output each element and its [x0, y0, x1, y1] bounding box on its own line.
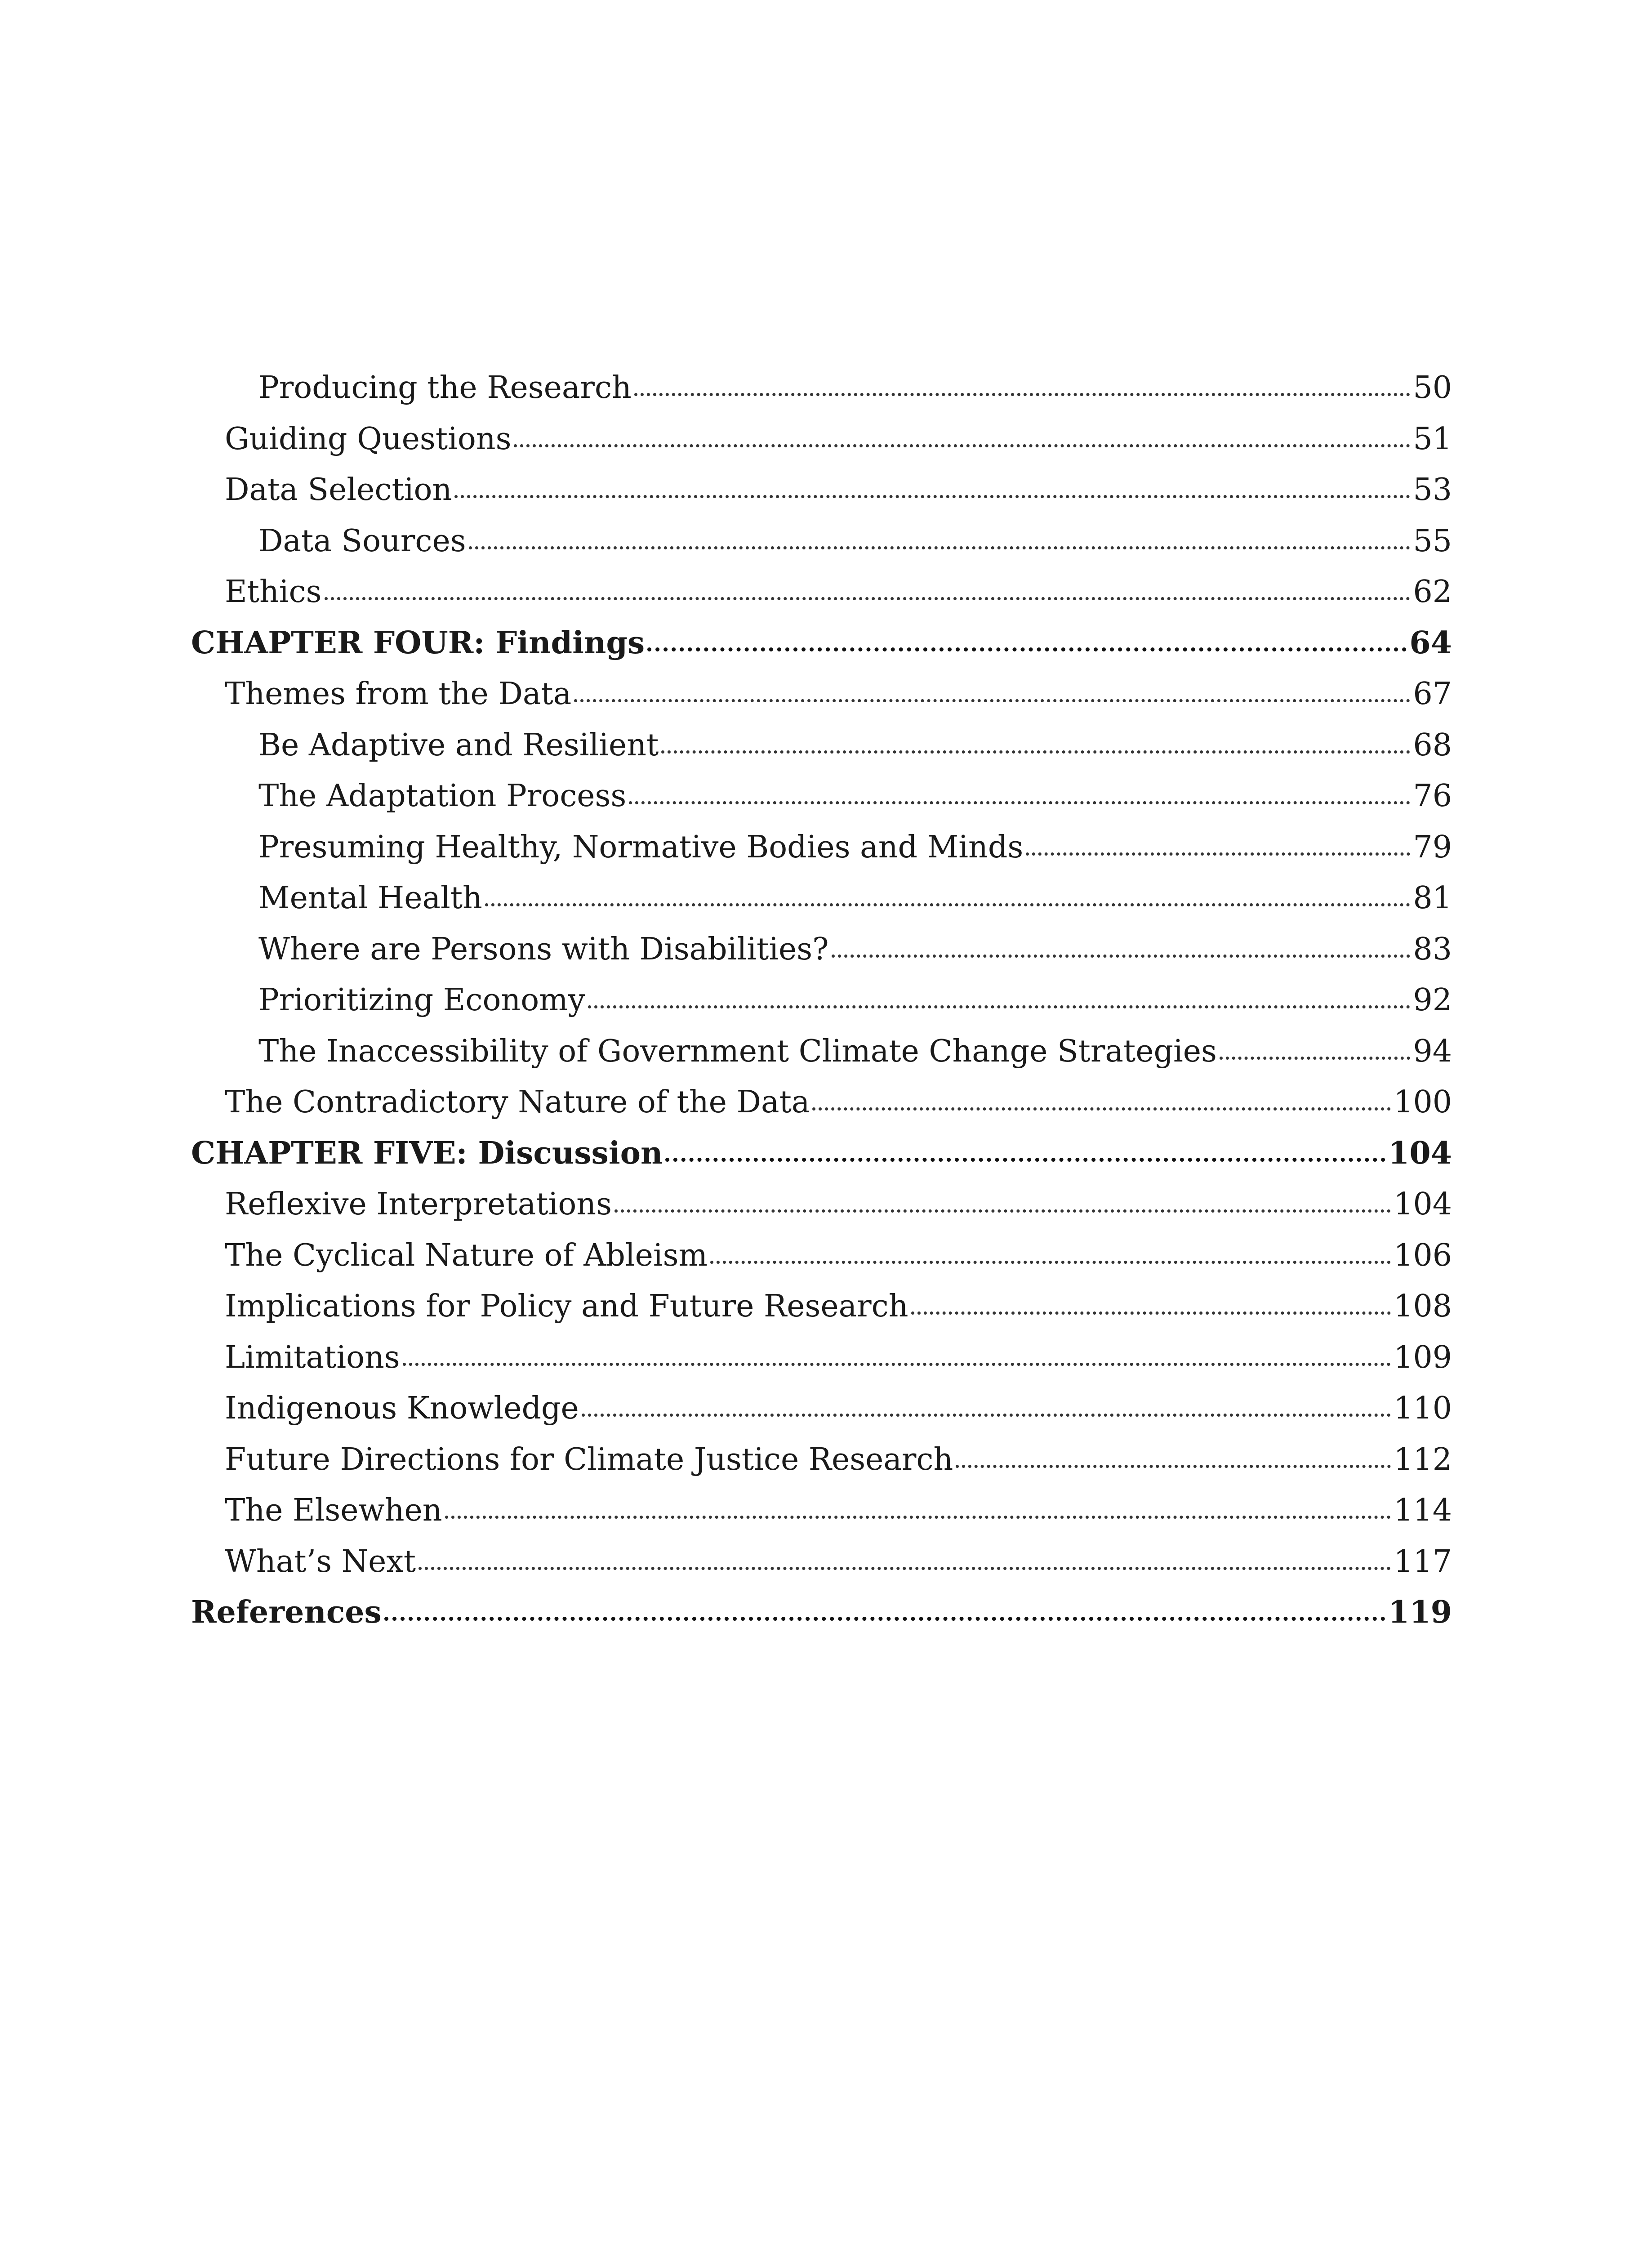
toc-entry-page-number: 108: [1394, 1289, 1452, 1324]
toc-entry[interactable]: [191, 975, 1452, 1026]
toc-entry-page-number: 53: [1413, 472, 1452, 508]
toc-entry-title: Producing the Research: [258, 370, 632, 406]
table-of-contents: [191, 362, 1452, 1638]
toc-entry-page-number: 100: [1394, 1084, 1452, 1120]
toc-dot-leader: [647, 647, 1407, 651]
toc-entry-page-number: 104: [1394, 1186, 1452, 1222]
toc-dot-leader: [1026, 852, 1410, 856]
toc-entry[interactable]: [191, 720, 1452, 771]
toc-entry[interactable]: [191, 771, 1452, 822]
toc-dot-leader: [454, 495, 1410, 498]
toc-entry-page-number: 109: [1394, 1339, 1452, 1375]
toc-entry-title: Be Adaptive and Resilient: [258, 727, 659, 763]
toc-dot-leader: [629, 801, 1410, 804]
toc-dot-leader: [661, 750, 1410, 754]
toc-entry-title: Ethics: [225, 574, 322, 610]
toc-entry-page-number: 106: [1394, 1237, 1452, 1273]
toc-entry-title: Data Sources: [258, 523, 466, 559]
toc-entry-title: Guiding Questions: [225, 421, 512, 457]
toc-entry[interactable]: [191, 566, 1452, 618]
toc-entry-title: Presuming Healthy, Normative Bodies and Minds: [258, 829, 1024, 865]
toc-entry-page-number: 79: [1413, 829, 1452, 865]
toc-entry-title: Implications for Policy and Future Research: [225, 1289, 908, 1324]
toc-dot-leader: [956, 1465, 1391, 1468]
toc-entry-page-number: 76: [1413, 778, 1452, 814]
toc-dot-leader: [469, 546, 1411, 549]
toc-dot-leader: [445, 1516, 1391, 1519]
toc-entry-page-number: 68: [1413, 727, 1452, 763]
toc-entry-title: Where are Persons with Disabilities?: [258, 931, 829, 967]
toc-dot-leader: [665, 1158, 1385, 1162]
toc-entry-page-number: 110: [1394, 1391, 1452, 1426]
toc-entry[interactable]: [191, 924, 1452, 975]
toc-entry[interactable]: [191, 1281, 1452, 1332]
toc-entry-title: Reflexive Interpretations: [225, 1186, 612, 1222]
toc-chapter-entry[interactable]: [191, 1128, 1452, 1179]
toc-entry-title: Future Directions for Climate Justice Research: [225, 1441, 953, 1477]
toc-entry-title: The Adaptation Process: [258, 778, 627, 814]
toc-entry-title: Prioritizing Economy: [258, 982, 586, 1018]
toc-entry[interactable]: [191, 1077, 1452, 1128]
toc-entry-title: Limitations: [225, 1339, 400, 1375]
toc-entry[interactable]: [191, 1536, 1452, 1588]
toc-entry-title: The Contradictory Nature of the Data: [225, 1084, 810, 1120]
toc-entry-title: Data Selection: [225, 472, 452, 508]
toc-dot-leader: [634, 393, 1411, 396]
toc-chapter-entry[interactable]: [191, 618, 1452, 669]
toc-dot-leader: [419, 1567, 1391, 1570]
toc-dot-leader: [812, 1107, 1391, 1111]
toc-dot-leader: [485, 903, 1411, 906]
toc-entry-page-number: 83: [1413, 931, 1452, 967]
toc-entry[interactable]: [191, 669, 1452, 720]
toc-entry-title: CHAPTER FIVE: Discussion: [191, 1135, 663, 1171]
toc-dot-leader: [325, 597, 1411, 600]
toc-dot-leader: [574, 699, 1410, 702]
toc-entry-page-number: 64: [1409, 624, 1452, 661]
toc-entry-title: The Cyclical Nature of Ableism: [225, 1237, 708, 1273]
toc-entry[interactable]: [191, 414, 1452, 465]
toc-entry-page-number: 117: [1394, 1543, 1452, 1579]
toc-dot-leader: [582, 1414, 1391, 1417]
toc-entry[interactable]: [191, 1485, 1452, 1536]
toc-entry-page-number: 92: [1413, 982, 1452, 1018]
toc-entry-title: The Inaccessibility of Government Climate Change Strategies: [258, 1033, 1217, 1069]
toc-entry-title: What’s Next: [225, 1543, 416, 1579]
toc-dot-leader: [911, 1311, 1391, 1315]
toc-entry-title: CHAPTER FOUR: Findings: [191, 624, 645, 661]
toc-entry[interactable]: [191, 1383, 1452, 1434]
toc-entry-title: Themes from the Data: [225, 676, 572, 712]
toc-entry-title: Mental Health: [258, 880, 482, 916]
toc-entry[interactable]: [191, 516, 1452, 567]
toc-entry-title: References: [191, 1594, 382, 1630]
toc-entry[interactable]: [191, 362, 1452, 414]
toc-entry[interactable]: [191, 1026, 1452, 1077]
toc-entry-page-number: 51: [1413, 421, 1452, 457]
toc-dot-leader: [832, 955, 1411, 958]
toc-entry[interactable]: [191, 1179, 1452, 1230]
toc-dot-leader: [514, 444, 1410, 447]
toc-entry-page-number: 62: [1413, 574, 1452, 610]
toc-entry-page-number: 112: [1394, 1441, 1452, 1477]
toc-entry-page-number: 55: [1413, 523, 1452, 559]
toc-dot-leader: [614, 1209, 1391, 1213]
toc-entry-page-number: 81: [1413, 880, 1452, 916]
toc-entry-page-number: 114: [1394, 1493, 1452, 1528]
toc-entry[interactable]: [191, 822, 1452, 873]
toc-entry-page-number: 104: [1388, 1135, 1452, 1171]
toc-dot-leader: [403, 1363, 1391, 1366]
toc-entry-title: Indigenous Knowledge: [225, 1391, 579, 1426]
toc-dot-leader: [1220, 1057, 1411, 1060]
toc-entry-title: The Elsewhen: [225, 1493, 442, 1528]
toc-dot-leader: [384, 1617, 1385, 1621]
toc-entry[interactable]: [191, 1230, 1452, 1281]
toc-entry[interactable]: [191, 464, 1452, 516]
toc-entry-page-number: 67: [1413, 676, 1452, 712]
toc-dot-leader: [710, 1261, 1391, 1264]
toc-entry[interactable]: [191, 1434, 1452, 1485]
toc-entry-page-number: 119: [1388, 1594, 1452, 1630]
toc-dot-leader: [588, 1005, 1410, 1008]
toc-chapter-entry[interactable]: [191, 1587, 1452, 1638]
toc-entry-page-number: 50: [1413, 370, 1452, 406]
toc-entry-page-number: 94: [1413, 1033, 1452, 1069]
toc-entry[interactable]: [191, 1332, 1452, 1383]
toc-entry[interactable]: [191, 873, 1452, 924]
